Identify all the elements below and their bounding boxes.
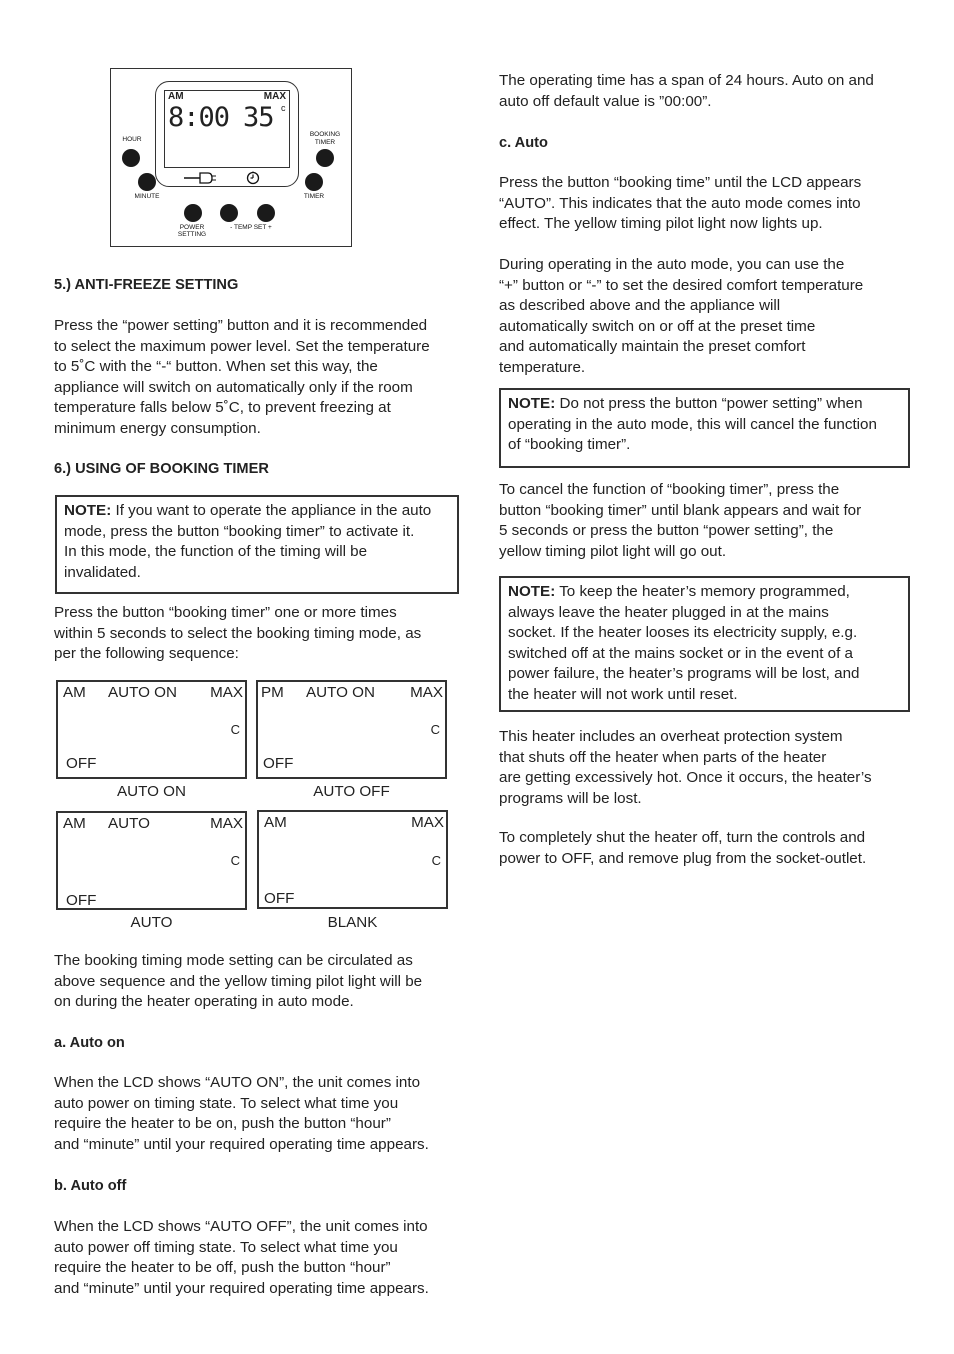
plug-icon <box>184 172 216 184</box>
lcd-box-blank <box>257 810 448 909</box>
text-line: mode, press the button “booking timer” to activate it. <box>64 522 415 540</box>
text-line: power failure, the heater’s programs will be lost, and <box>508 665 860 683</box>
auto-on-heading: a. Auto on <box>54 1035 125 1051</box>
lcd-box-off: OFF <box>66 755 97 772</box>
overheat-paragraph <box>499 727 872 809</box>
text-line: During operating in the auto mode, you can use the <box>499 256 845 273</box>
text-line: The booking timing mode setting can be circulated as <box>54 952 413 969</box>
text-line: programs will be lost. <box>499 789 642 807</box>
text-line: 5 seconds or press the button “power setting”, the <box>499 522 834 540</box>
text-line: automatically switch on or off at the preset time <box>499 317 816 335</box>
text-line: always leave the heater plugged in at the mains <box>508 603 829 621</box>
text-line <box>508 394 900 415</box>
lcd-box-max: MAX <box>411 814 444 831</box>
hour-label: HOUR <box>122 136 142 143</box>
circulate-paragraph <box>54 951 422 1013</box>
text-line: auto off default value is ”00:00”. <box>499 92 712 110</box>
clock-icon <box>246 171 260 185</box>
text-line: auto power on timing state. To select what time you <box>54 1094 399 1112</box>
text-line: invalidated. <box>64 563 141 581</box>
text-line: the heater will not work until reset. <box>508 685 738 703</box>
lcd-box-c: C <box>230 722 240 737</box>
text-line: and “minute” until your required operating time appears. <box>54 1279 429 1297</box>
note-text: If you want to operate the appliance in the auto <box>111 502 432 519</box>
lcd-time: 8:00 <box>168 102 230 133</box>
temp-minus-button[interactable] <box>220 204 238 222</box>
text-line: to 5˚C with the “-“ button. When set this way, the <box>54 358 378 376</box>
minute-label: MINUTE <box>134 193 160 200</box>
auto-on-paragraph <box>54 1073 429 1155</box>
note-text: Do not press the button “power setting” when <box>555 395 863 412</box>
lcd-box-auto-on <box>56 680 247 779</box>
lcd-box-caption: AUTO OFF <box>313 783 390 800</box>
lcd-box-caption: BLANK <box>327 914 378 931</box>
hour-button[interactable] <box>122 149 140 167</box>
lcd-unit: c <box>281 103 286 113</box>
timer-label: TIMER <box>303 193 325 200</box>
power-setting-button[interactable] <box>184 204 202 222</box>
lcd-box-max: MAX <box>210 815 243 832</box>
text-line: Press the “power setting” button and it is recommended <box>54 317 428 334</box>
text-line: and “minute” until your required operating time appears. <box>54 1135 429 1153</box>
auto-heading: c. Auto <box>499 135 548 151</box>
press-paragraph <box>54 603 421 665</box>
text-line: “AUTO”. This indicates that the auto mode comes into <box>499 194 861 212</box>
text-line: above sequence and the yellow timing pilot light will be <box>54 972 423 990</box>
text-line: and automatically maintain the preset comfort <box>499 338 806 356</box>
text-line: that shuts off the heater when parts of the heater <box>499 748 827 766</box>
text-line: effect. The yellow timing pilot light now lights up. <box>499 215 823 233</box>
temp-set-label: - TEMP SET + <box>230 224 272 231</box>
lcd-box-tl: PM <box>261 684 284 701</box>
text-line: operating in the auto mode, this will cancel the function <box>508 415 877 433</box>
text-line: To cancel the function of “booking timer”, press the <box>499 481 840 498</box>
text-line: Press the button “booking time” until the LCD appears <box>499 174 862 191</box>
lcd-box-auto-off <box>256 680 447 779</box>
note-label: NOTE: <box>508 395 556 412</box>
text-line: switched off at the mains socket or in the event of a <box>508 644 854 662</box>
text-line: temperature falls below 5˚C, to prevent freezing at <box>54 399 391 417</box>
lcd-box-off: OFF <box>264 890 295 907</box>
text-line: In this mode, the function of the timing will be <box>64 543 368 561</box>
lcd-box-c: C <box>230 853 240 868</box>
lcd-box-caption: AUTO <box>130 914 173 931</box>
text-line: When the LCD shows “AUTO ON”, the unit comes into <box>54 1074 421 1091</box>
lcd-am: AM <box>168 91 184 102</box>
text-line: appliance will switch on automatically only if the room <box>54 378 413 396</box>
lcd-box-off: OFF <box>263 755 294 772</box>
text-line: yellow timing pilot light will go out. <box>499 542 727 560</box>
control-panel-illustration <box>110 68 352 247</box>
lcd-box-max: MAX <box>410 684 443 701</box>
text-line: “+” button or “-” to set the desired comfort temperature <box>499 276 864 294</box>
booking-timer-button[interactable] <box>316 149 334 167</box>
auto-off-heading: b. Auto off <box>54 1178 127 1194</box>
lcd-box-tl: AM <box>63 684 86 701</box>
lcd-box-tl: AM <box>264 814 287 831</box>
text-line: as described above and the appliance will <box>499 297 781 315</box>
note-box-power-setting <box>499 388 910 468</box>
section-5-body <box>54 316 430 440</box>
section-6-heading: 6.) USING OF BOOKING TIMER <box>54 461 269 477</box>
note-text: To keep the heater’s memory programmed, <box>555 583 850 600</box>
booking-timer-label-1: BOOKING <box>309 131 341 138</box>
auto-off-paragraph <box>54 1217 429 1299</box>
lcd-screen <box>164 90 290 168</box>
text-line: To completely shut the heater off, turn the controls and <box>499 829 866 846</box>
text-line: within 5 seconds to select the booking timing mode, as <box>54 624 422 642</box>
text-line: of “booking timer”. <box>508 436 631 454</box>
lcd-box-max: MAX <box>210 684 243 701</box>
lcd-box-tl: AM <box>63 815 86 832</box>
note-box-memory <box>499 576 910 712</box>
booking-timer-label-2: TIMER <box>314 139 336 146</box>
text-line: on during the heater operating in auto mode. <box>54 993 354 1011</box>
lcd-temp: 35 <box>243 102 274 133</box>
lcd-box-mode: AUTO ON <box>306 684 375 701</box>
lcd-max: MAX <box>263 91 286 102</box>
lcd-bezel <box>155 81 299 187</box>
operating-time-paragraph <box>499 71 874 112</box>
power-label-1: POWER <box>179 224 205 231</box>
text-line: require the heater to be on, push the button “hour” <box>54 1115 391 1133</box>
lcd-box-auto <box>56 811 247 910</box>
text-line: When the LCD shows “AUTO OFF”, the unit comes into <box>54 1218 428 1235</box>
lcd-box-c: C <box>430 722 440 737</box>
text-line: This heater includes an overheat protection system <box>499 728 843 745</box>
note-box-auto-mode <box>55 495 459 594</box>
power-label-2: SETTING <box>177 231 207 238</box>
text-line: socket. If the heater looses its electricity supply, e.g. <box>508 624 858 642</box>
note-label: NOTE: <box>508 583 556 600</box>
lcd-box-mode: AUTO <box>108 815 150 832</box>
shut-off-paragraph <box>499 828 866 869</box>
lcd-box-caption: AUTO ON <box>117 783 186 800</box>
during-paragraph <box>499 255 863 379</box>
cancel-paragraph <box>499 480 861 562</box>
timer-button[interactable] <box>305 173 323 191</box>
text-line: minimum energy consumption. <box>54 419 261 437</box>
section-5-heading: 5.) ANTI-FREEZE SETTING <box>54 277 239 293</box>
minute-button[interactable] <box>138 173 156 191</box>
text-line <box>64 501 449 522</box>
text-line: Press the button “booking timer” one or more times <box>54 604 397 621</box>
text-line: per the following sequence: <box>54 645 239 663</box>
text-line: are getting excessively hot. Once it occurs, the heater’s <box>499 769 872 787</box>
text-line: temperature. <box>499 358 586 376</box>
note-label: NOTE: <box>64 502 112 519</box>
temp-plus-button[interactable] <box>257 204 275 222</box>
text-line <box>508 582 900 603</box>
text-line: auto power off timing state. To select what time you <box>54 1238 398 1256</box>
text-line: power to OFF, and remove plug from the socket-outlet. <box>499 849 867 867</box>
auto-paragraph <box>499 173 861 235</box>
text-line: to select the maximum power level. Set the temperature <box>54 337 430 355</box>
lcd-box-off: OFF <box>66 892 97 909</box>
text-line: button “booking timer” until blank appears and wait for <box>499 501 862 519</box>
text-line: The operating time has a span of 24 hours. Auto on and <box>499 72 874 89</box>
text-line: require the heater to be off, push the button “hour” <box>54 1259 391 1277</box>
lcd-box-mode: AUTO ON <box>108 684 177 701</box>
lcd-box-c: C <box>431 853 441 868</box>
